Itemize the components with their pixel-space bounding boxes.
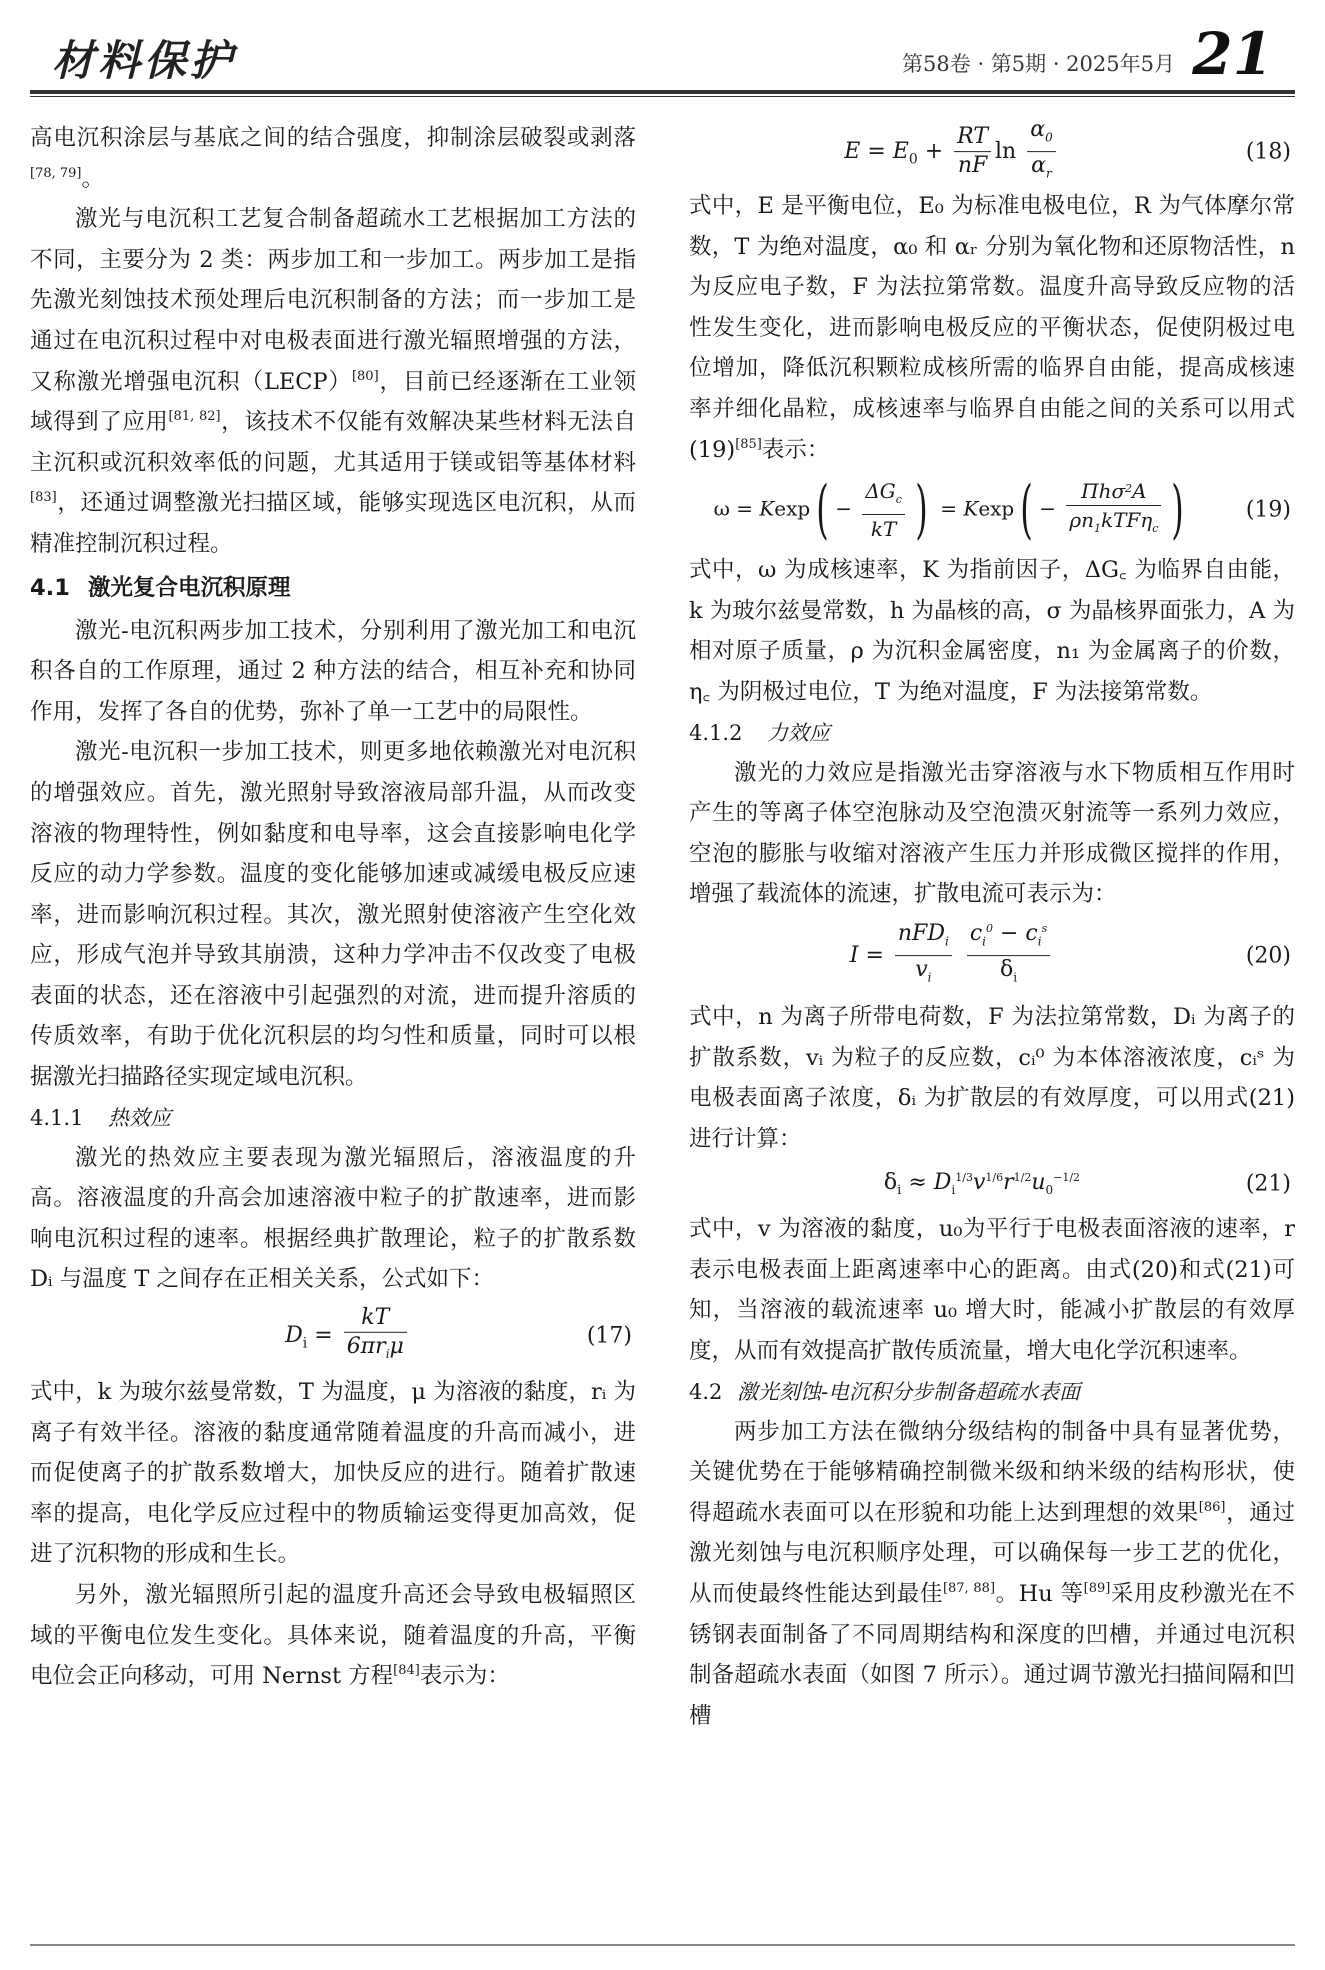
equation-18: $E = E_0$ + $\frac{RT}{nF}$ ln $\frac{\alpha_0}{\alpha_r}$ (18) — [844, 117, 1291, 181]
citation[interactable]: [89] — [1083, 1581, 1111, 1597]
footer-rule — [30, 1944, 1295, 1946]
paragraph: 激光的力效应是指激光击穿溶液与水下物质相互作用时产生的等离子体空泡脉动及空泡溃灭射流等一系列力效应，空泡的膨胀与收缩对溶液产生压力并形成微区搅拌的作用，增强了载流体的流速，扩散电流可表示为： — [689, 759, 1295, 908]
paragraph: 式中，v 为溶液的黏度，u₀为平行于电极表面溶液的速率，r 表示电极表面上距离速率中心的距离。由式(20)和式(21)可知，当溶液的载流速率 u₀ 增大时，能减小扩散层的有效厚度，从而有效提高扩散传质流量，增大电化学沉积速率。 — [689, 1216, 1295, 1365]
equation-number: (18) — [1245, 139, 1291, 165]
paragraph: 式中，ω 为成核速率，K 为指前因子，ΔG꜀ 为临界自由能，k 为玻尔兹曼常数，h 为晶核的高，σ 为晶核界面张力，A 为相对原子质量，ρ 为沉积金属密度，n₁ 为金属离子的价数，η꜀ 为阴极过电位，T 为绝对温度，F 为法接第常数。 — [689, 557, 1295, 705]
equation-number: (17) — [586, 1323, 632, 1349]
citation[interactable]: [85] — [735, 436, 762, 452]
subsection-heading: 4.1.1 热效应 — [30, 1105, 171, 1130]
paragraph: 激光-电沉积一步加工技术，则更多地依赖激光对电沉积的增强效应。首先，激光照射导致溶液局部升温，从而改变溶液的物理特性，例如黏度和电导率，这会直接影响电化学反应的动力学参数。温度的变化能够加速或减缓电极反应速率，进而影响沉积过程。其次，激光照射使溶液产生空化效应，形成气泡并导致其崩溃，这种力学冲击不仅改变了电极表面的状态，还在溶液中引起强烈的对流，进而提升溶质的传质效率，有助于优化沉积层的均匀性和质量，同时可以根据激光扫描路径实现定域电沉积。 — [30, 739, 636, 1091]
issue-info: 第58卷 · 第5期 · 2025年5月 — [902, 52, 1175, 76]
subsection-heading: 4.1.2 力效应 — [689, 720, 830, 745]
page-number: 21 — [1192, 20, 1273, 88]
paragraph: 两步加工方法在微纳分级结构的制备中具有显著优势，关键优势在于能够精确控制微米级和纳米级的结构形状，使得超疏水表面可以在形貌和功能上达到理想的效果[86]，通过激光刻蚀与电沉积顺序处理，可以确保每一步工艺的优化，从而使最终性能达到最佳[87, 88]。Hu 等[89]采用皮秒激光在不锈钢表面制备了不同周期结构和深度的凹槽，并通过电沉积制备超疏水表面（如图 7 所示）。通过调节激光扫描间隔和凹槽 — [689, 1418, 1295, 1729]
equation-number: (21) — [1245, 1171, 1291, 1197]
header-rule-thin — [30, 96, 1295, 97]
citation[interactable]: [78, 79] — [30, 165, 82, 181]
equation-17: $D_i$ = $\frac{kT}{6\pi r_i\mu}$ (17) — [285, 1304, 632, 1362]
page-header — [0, 0, 1325, 96]
paragraph: 高电沉积涂层与基底之间的结合强度，抑制涂层破裂或剥落[78, 79]。 — [30, 125, 636, 192]
journal-logo: 材料保护 — [52, 36, 237, 85]
paragraph: 式中，E 是平衡电位，E₀ 为标准电极电位，R 为气体摩尔常数，T 为绝对温度，α₀ 和 αᵣ 分别为氧化物和还原物活性，n 为反应电子数，F 为法拉第常数。温度升高导致反应物的活性发生变化，进而影响电极反应的平衡状态，促使阴极过电位增加，降低沉积颗粒成核所需的临界自由能，提高成核速率并细化晶粒，成核速率与临界自由能之间的关系可以用式(19)[85]表示： — [689, 193, 1295, 463]
citation[interactable]: [83] — [30, 490, 57, 506]
citation[interactable]: [87, 88] — [942, 1581, 996, 1597]
paragraph: 另外，激光辐照所引起的温度升高还会导致电极辐照区域的平衡电位发生变化。具体来说，随着温度的升高，平衡电位会正向移动，可用 Nernst 方程[84]表示为： — [30, 1582, 636, 1690]
equation-number: (20) — [1245, 943, 1291, 969]
equation-21: $\delta_i \approx D_i^{1/3}v^{1/6}r^{1/2}u_0^{-1/2}$ (21) — [883, 1170, 1291, 1199]
citation[interactable]: [86] — [1198, 1499, 1226, 1515]
section-heading: 4.1 激光复合电沉积原理 — [30, 574, 291, 601]
equation-number: (19) — [1245, 497, 1291, 523]
paragraph: 激光-电沉积两步加工技术，分别利用了激光加工和电沉积各自的工作原理，通过 2 种方法的结合，相互补充和协同作用，发挥了各自的优势，弥补了单一工艺中的局限性。 — [30, 617, 636, 725]
subsection-heading: 4.2 激光刻蚀-电沉积分步制备超疏水表面 — [689, 1379, 1081, 1404]
paragraph: 式中，n 为离子所带电荷数，F 为法拉第常数，Dᵢ 为离子的扩散系数，vᵢ 为粒子的反应数，cᵢ⁰ 为本体溶液浓度，cᵢˢ 为电极表面离子浓度，δᵢ 为扩散层的有效厚度，可以用式(21)进行计算： — [689, 1003, 1295, 1152]
paragraph: 激光与电沉积工艺复合制备超疏水工艺根据加工方法的不同，主要分为 2 类：两步加工和一步加工。两步加工是指先激光刻蚀技术预处理后电沉积制备的方法；而一步加工是通过在电沉积过程中对电极表面进行激光辐照增强的方法，又称激光增强电沉积（LECP）[80]，目前已经逐渐在工业领域得到了应用[81, 82]，该技术不仅能有效解决某些材料无法自主沉积或沉积效率低的问题，尤其适用于镁或铝等基体材料[83]，还通过调整激光扫描区域，能够实现选区电沉积，从而精准控制沉积过程。 — [30, 206, 636, 557]
paragraph: 式中，k 为玻尔兹曼常数，T 为温度，μ 为溶液的黏度，rᵢ 为离子有效半径。溶液的黏度通常随着温度的升高而减小，进而促使离子的扩散系数增大，加快反应的进行。随着扩散速率的提高，电化学反应过程中的物质输运变得更加高效，促进了沉积物的形成和生长。 — [30, 1379, 636, 1568]
citation[interactable]: [81, 82] — [168, 409, 221, 425]
paragraph: 激光的热效应主要表现为激光辐照后，溶液温度的升高。溶液温度的升高会加速溶液中粒子的扩散速率，进而影响电沉积过程的速率。根据经典扩散理论，粒子的扩散系数 Dᵢ 与温度 T 之间存在正相关关系，公式如下： — [30, 1144, 636, 1293]
equation-20: I = $\frac{nFD_i}{v_i}$ $\frac{c_i^0 - c_i^s}{\delta_i}$ (20) — [849, 921, 1291, 985]
header-rule — [30, 90, 1295, 94]
citation[interactable]: [80] — [351, 368, 379, 384]
right-column — [689, 118, 1295, 1736]
equation-19: ω = Kexp( − $\frac{\Delta G_c}{kT}$ ) = Kexp( − $\frac{\Pi h\sigma^2A}{\rho n_1kTF\eta_c}$ ) (19) — [713, 473, 1291, 548]
left-column — [30, 118, 636, 1697]
citation[interactable]: [84] — [393, 1663, 420, 1679]
